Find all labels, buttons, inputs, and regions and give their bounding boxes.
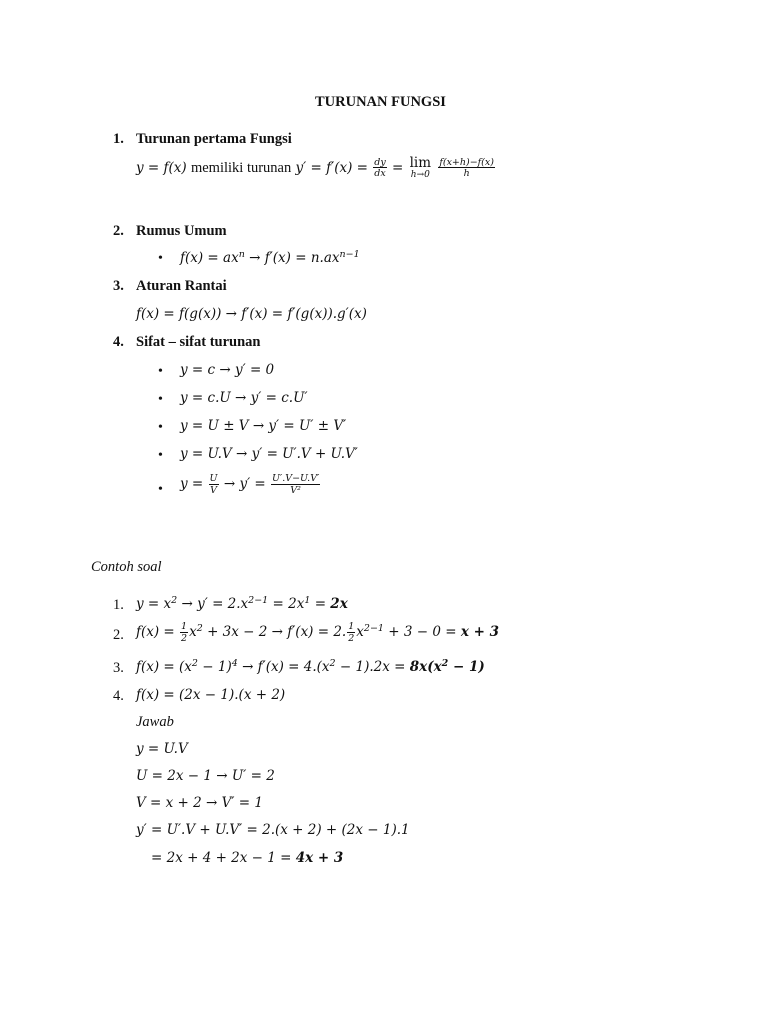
example-number: 2. (113, 627, 124, 643)
example-number: 1. (113, 597, 124, 613)
example-number: 3. (113, 660, 124, 676)
answer-label: Jawab (136, 714, 174, 730)
section-number: 4. (113, 334, 124, 350)
section-heading: Rumus Umum (136, 223, 227, 239)
section-heading: Aturan Rantai (136, 278, 227, 294)
example-4: f(x) = (2x − 1).(x + 2) (136, 687, 286, 703)
bullet: • (158, 364, 163, 379)
property-item: y = U ± V → y′ = U′ ± V′ (180, 418, 347, 434)
section-number: 3. (113, 278, 124, 294)
bullet: • (158, 251, 163, 266)
quotient-rule: y = $\frac{U}{V}$ → y′ = $\frac{U'.V-U.V'}{\text{V²}}$ (180, 473, 320, 496)
section-number: 1. (113, 131, 124, 147)
example-2: f(x) = $\frac{1}{2}$ $x^2 + 3x - 2 \to f'(x) = 2$. $\frac{1}{2}$ $x^{2-1} + 3 - 0 = x + 3$ (136, 621, 499, 644)
solution-line: y = U.V (136, 741, 188, 757)
solution-line: y′ = U′.V + U.V′ = 2.(x + 2) + (2x − 1).1 (136, 822, 410, 838)
bullet: • (158, 420, 163, 435)
property-item: y = U.V → y′ = U′.V + U.V′ (180, 446, 358, 462)
chain-rule: f(x) = f(g(x)) → f′(x) = f′(g(x)).g′(x) (136, 306, 367, 322)
property-item: y = c → y′ = 0 (180, 362, 275, 378)
section-number: 2. (113, 223, 124, 239)
page-title: TURUNAN FUNGSI (315, 94, 446, 110)
section-heading: Sifat – sifat turunan (136, 334, 261, 350)
solution-final-line: = 2x + 4 + 2x − 1 = 4x + 3 (151, 850, 344, 866)
examples-label: Contoh soal (91, 559, 162, 575)
example-1: $y = x^2 \to y' = 2.x^{2-1} = 2x^1 = 2x$ (136, 595, 348, 612)
solution-line: V = x + 2 → V′ = 1 (136, 795, 263, 811)
power-rule: $f(x) = ax^n \to f'(x) = n.ax^{n-1}$ (180, 249, 360, 266)
bullet: • (158, 482, 163, 497)
derivative-definition: y = f(x) memiliki turunan y′ = f′(x) = $\frac{dy}{dx}$ = lim h→0 $\frac{f(x+h)-f(x)}{h}$ (136, 155, 494, 180)
example-number: 4. (113, 688, 124, 704)
bullet: • (158, 448, 163, 463)
property-item: y = c.U → y′ = c.U′ (180, 390, 308, 406)
solution-line: U = 2x − 1 → U′ = 2 (136, 768, 275, 784)
bullet: • (158, 392, 163, 407)
example-3: $f(x) = (x^2 - 1)^4 \to f'(x) = 4.(x^2 - 1).2x = 8x(x^2 - 1)$ (136, 658, 485, 675)
section-heading: Turunan pertama Fungsi (136, 131, 292, 147)
